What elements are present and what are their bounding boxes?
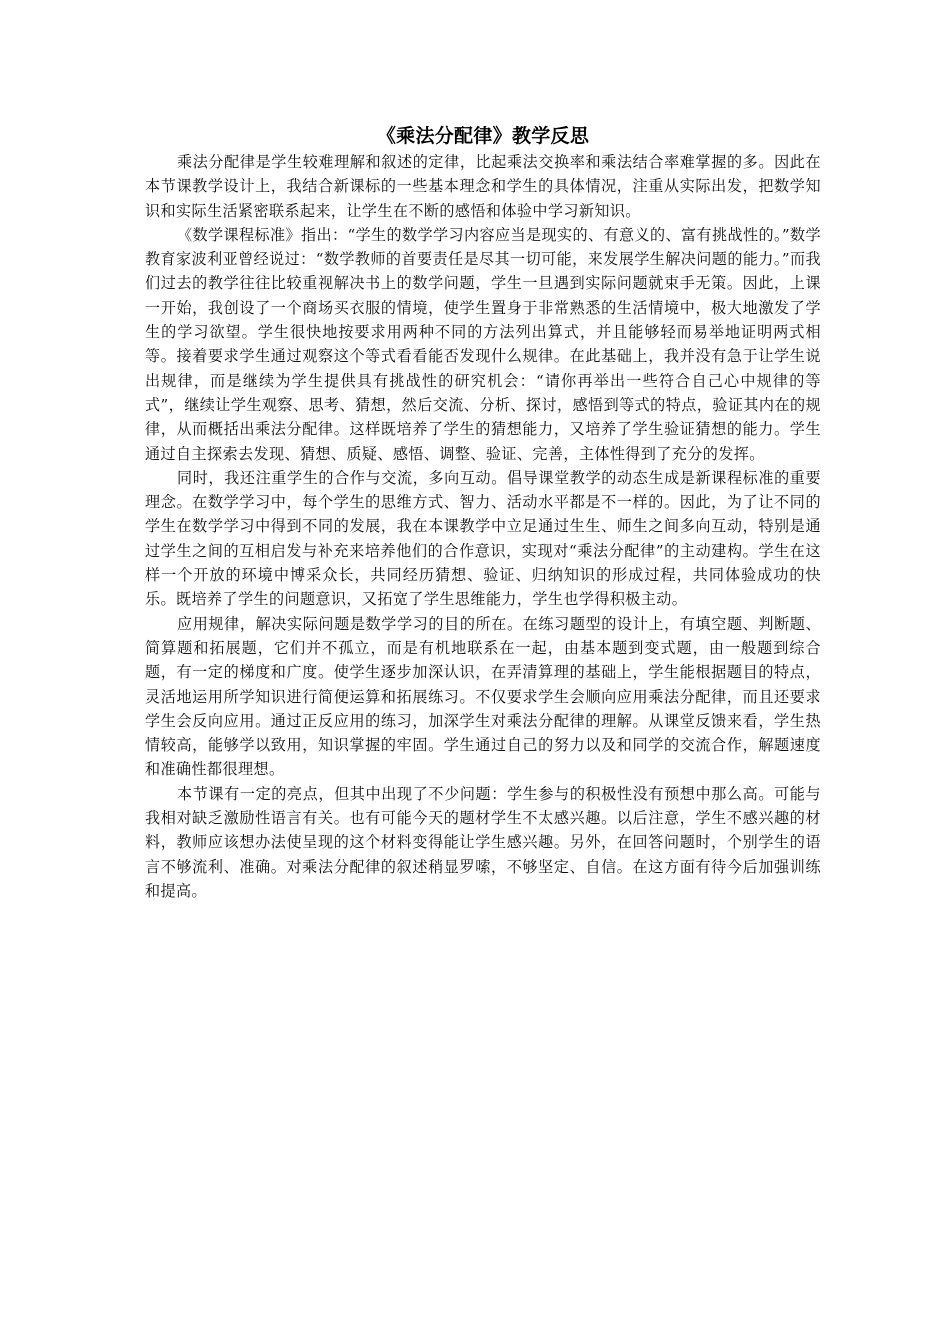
paragraph-1: 乘法分配律是学生较难理解和叙述的定律，比起乘法交换率和乘法结合率难掌握的多。因此在本节课教学设计上，我结合新课标的一些基本理念和学生的具体情况，注重从实际出发，把数学知识和实际生活紧密联系起来，让学生在不断的感悟和体验中学习新知识。 xyxy=(145,153,821,220)
document-body xyxy=(145,124,821,903)
paragraph-3: 同时，我还注重学生的合作与交流，多向互动。倡导课堂教学的动态生成是新课程标准的重要理念。在数学学习中，每个学生的思维方式、智力、活动水平都是不一样的。因此，为了让不同的学生在数学学习中得到不同的发展，我在本课教学中立足通过生生、师生之间多向互动，特别是通过学生之间的互相启发与补充来培养他们的合作意识，实现对“乘法分配律”的主动建构。学生在这样一个开放的环境中博采众长，共同经历猜想、验证、归纳知识的形成过程，共同体验成功的快乐。既培养了学生的问题意识，又拓宽了学生思维能力，学生也学得积极主动。 xyxy=(145,468,821,609)
paragraph-5: 本节课有一定的亮点，但其中出现了不少问题：学生参与的积极性没有预想中那么高。可能与我相对缺乏激励性语言有关。也有可能今天的题材学生不太感兴趣。以后注意，学生不感兴趣的材料，教师应该想办法使呈现的这个材料变得能让学生感兴趣。另外，在回答问题时，个别学生的语言不够流利、准确。对乘法分配律的叙述稍显罗嗦，不够坚定、自信。在这方面有待今后加强训练和提高。 xyxy=(145,784,821,900)
paragraph-2: 《数学课程标准》指出：“学生的数学学习内容应当是现实的、有意义的、富有挑战性的。”数学教育家波利亚曾经说过：“数学教师的首要责任是尽其一切可能，来发展学生解决问题的能力。”而我们过去的教学往往比较重视解决书上的数学问题，学生一旦遇到实际问题就束手无策。因此，上课一开始，我创设了一个商场买衣服的情境，使学生置身于非常熟悉的生活情境中，极大地激发了学生的学习欲望。学生很快地按要求用两种不同的方法列出算式，并且能够轻而易举地证明两式相等。接着要求学生通过观察这个等式看看能否发现什么规律。在此基础上，我并没有急于让学生说出规律，而是继续为学生提供具有挑战性的研究机会：“请你再举出一些符合自己心中规律的等式”，继续让学生观察、思考、猜想，然后交流、分析、探讨，感悟到等式的特点，验证其内在的规律，从而概括出乘法分配律。这样既培养了学生的猜想能力，又培养了学生验证猜想的能力。学生通过自主探索去发现、猜想、质疑、感悟、调整、验证、完善，主体性得到了充分的发挥。 xyxy=(145,225,821,463)
document-title: 《乘法分配律》教学反思 xyxy=(376,125,590,147)
paragraph-4: 应用规律，解决实际问题是数学学习的目的所在。在练习题型的设计上，有填空题、判断题、简算题和拓展题，它们并不孤立，而是有机地联系在一起，由基本题到变式题，由一般题到综合题，有一定的梯度和广度。使学生逐步加深认识，在弄清算理的基础上，学生能根据题目的特点，灵活地运用所学知识进行简便运算和拓展练习。不仅要求学生会顺向应用乘法分配律，而且还要求学生会反向应用。通过正反应用的练习，加深学生对乘法分配律的理解。从课堂反馈来看，学生热情较高，能够学以致用，知识掌握的牢固。学生通过自己的努力以及和同学的交流合作，解题速度和准确性都很理想。 xyxy=(145,614,821,779)
